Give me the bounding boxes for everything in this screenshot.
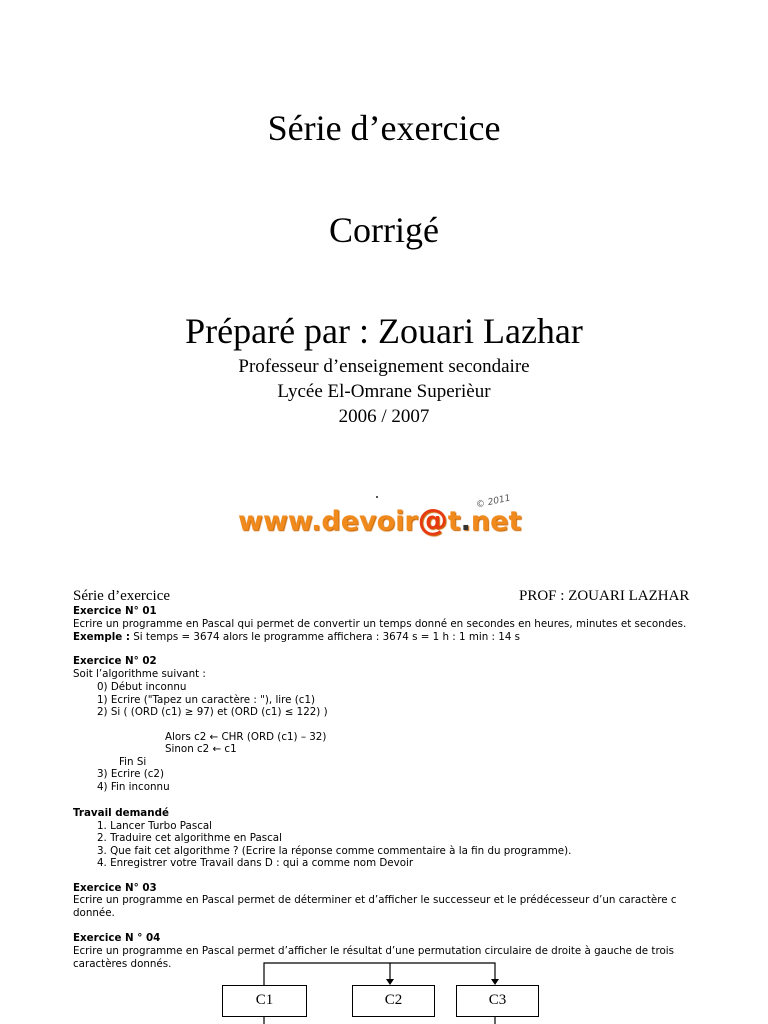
author-role: Professeur d’enseignement secondaire — [238, 356, 530, 377]
ex3-title: Exercice N° 03 — [73, 882, 157, 894]
arrow-c2-c3 — [390, 963, 495, 981]
travail-item: 2. Traduire cet algorithme en Pascal — [97, 832, 282, 844]
logo-devoir: devoir — [321, 506, 418, 537]
arrow-c1-c2 — [264, 963, 390, 985]
algo-line: 4) Fin inconnu — [97, 781, 170, 793]
ex2-intro: Soit l’algorithme suivant : — [73, 668, 206, 680]
ex4-text: Ecrire un programme en Pascal permet d’afficher le résultat d’une permutation circulaire de droite à gauche de trois — [73, 945, 674, 957]
algo-line: Sinon c2 ← c1 — [165, 743, 237, 755]
algo-line: Alors c2 ← CHR (ORD (c1) – 32) — [165, 731, 327, 743]
box-c3: C3 — [456, 985, 539, 1017]
travail-item: 4. Enregistrer votre Travail dans D : qui a comme nom Devoir — [97, 857, 414, 869]
ex1-example-text: Si temps = 3674 alors le programme affichera : 3674 s = 1 h : 1 min : 14 s — [129, 631, 521, 643]
page-header-right: PROF : ZOUARI LAZHAR — [519, 588, 690, 604]
author-line: Préparé par : Zouari Lazhar — [185, 311, 583, 351]
logo-t: t — [447, 506, 461, 537]
cover-subtitle: Corrigé — [329, 210, 439, 250]
ex4-title: Exercice N ° 04 — [73, 932, 161, 944]
ex1-text: Ecrire un programme en Pascal qui permet de convertir un temps donné en secondes en heures, minutes et secondes. — [73, 618, 687, 630]
ex2-title: Exercice N° 02 — [73, 655, 157, 667]
logo-dot-mark — [376, 496, 378, 498]
box-c2: C2 — [352, 985, 435, 1017]
algo-line: 3) Ecrire (c2) — [97, 768, 164, 780]
ex1-example — [73, 631, 520, 644]
travail-item: 3. Que fait cet algorithme ? (Ecrire la réponse comme commentaire à la fin du programme). — [97, 845, 572, 857]
logo-copyright: © 2011 — [475, 493, 512, 511]
algo-line: 1) Ecrire ("Tapez un caractère : "), lire (c1) — [97, 694, 316, 706]
logo-dot: . — [460, 506, 471, 537]
logo-net: net — [470, 506, 522, 537]
ex3-text-cont: donnée. — [73, 907, 115, 919]
ex1-title: Exercice N° 01 — [73, 605, 157, 617]
school-year: 2006 / 2007 — [338, 406, 430, 427]
algo-line: 0) Début inconnu — [97, 681, 187, 693]
travail-item: 1. Lancer Turbo Pascal — [97, 820, 213, 832]
logo-prefix: www. — [238, 506, 322, 537]
travail-title: Travail demandé — [73, 807, 169, 819]
ex4-text-cont: caractères donnés. — [73, 958, 172, 970]
box-c1: C1 — [222, 985, 307, 1017]
algo-line: Fin Si — [119, 756, 147, 768]
logo-at: @ — [417, 503, 448, 538]
school-name: Lycée El-Omrane Superièur — [277, 381, 491, 402]
ex1-example-label: Exemple : — [73, 631, 130, 643]
algo-line: 2) Si ( (ORD (c1) ≥ 97) et (ORD (c1) ≤ 122) ) — [97, 706, 328, 718]
cover-title: Série d’exercice — [267, 108, 501, 148]
page-header-left: Série d’exercice — [73, 588, 171, 604]
ex3-text: Ecrire un programme en Pascal permet de déterminer et d’afficher le successeur et le prédécesseur d’un caractère c — [73, 894, 677, 906]
